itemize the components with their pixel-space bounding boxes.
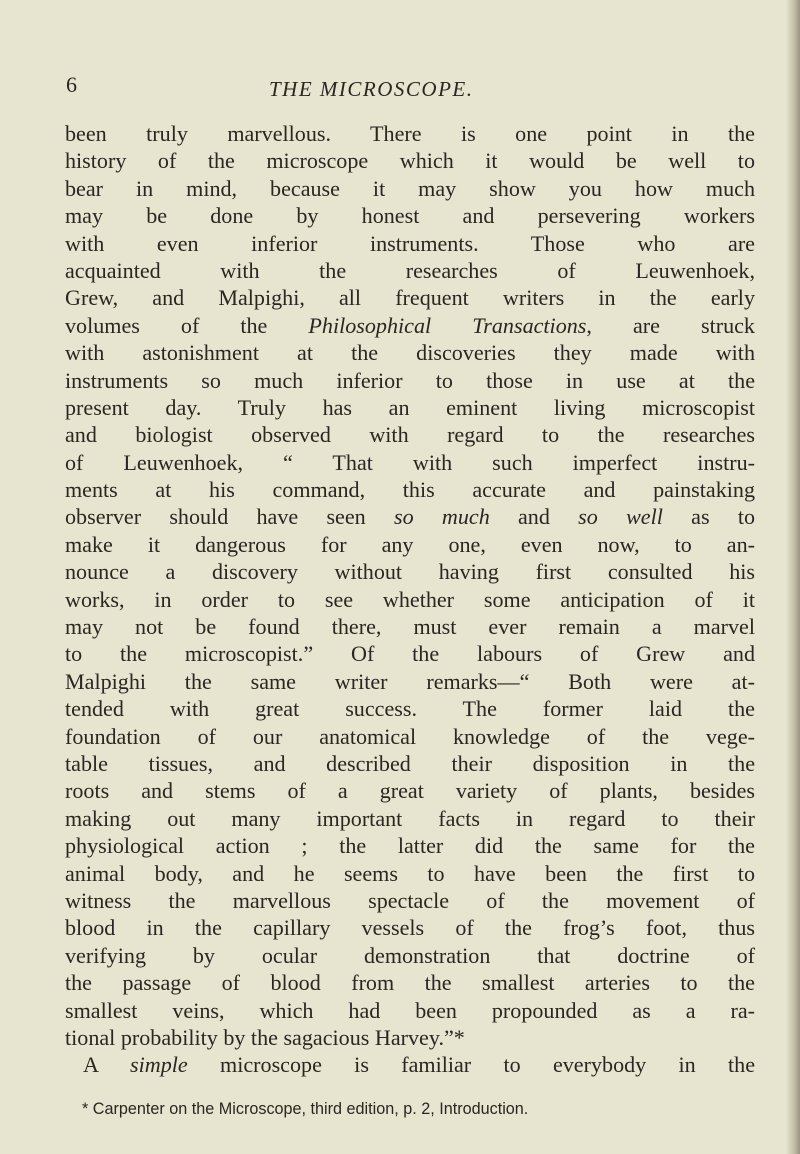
text-line: witness the marvellous spectacle of the movement of xyxy=(65,887,755,913)
text-line: with astonishment at the discoveries they made with xyxy=(65,340,755,366)
text-line: to the microscopist.” Of the labours of Grew and xyxy=(65,641,755,667)
text-line: tended with great success. The former laid the xyxy=(65,696,755,722)
text-line: making out many important facts in regard to their xyxy=(65,805,755,831)
text-line: tional probability by the sagacious Harvey.”* xyxy=(65,1024,465,1050)
emphasis: so well xyxy=(578,504,663,530)
text-line: roots and stems of a great variety of plants, besides xyxy=(65,778,755,804)
text-line: nounce a discovery without having first consulted his xyxy=(65,559,755,585)
footnote: * Carpenter on the Microscope, third edition, p. 2, Introduction. xyxy=(82,1100,529,1118)
text-line: may not be found there, must ever remain a marvel xyxy=(65,614,755,640)
page-header xyxy=(66,74,756,108)
text-line: blood in the capillary vessels of the frog’s foot, thus xyxy=(65,915,755,941)
text-line: instruments so much inferior to those in use at the xyxy=(65,367,755,393)
text-line: present day. Truly has an eminent living microscopist xyxy=(65,394,755,420)
text-line: ments at his command, this accurate and painstaking xyxy=(65,477,755,503)
text-line: table tissues, and described their disposition in the xyxy=(65,750,755,776)
text-line: volumes of the Philosophical Transactions, are struck xyxy=(65,312,755,338)
text-line: Grew, and Malpighi, all frequent writers in the early xyxy=(65,285,755,311)
text-line: animal body, and he seems to have been the first to xyxy=(65,860,755,886)
text-line: history of the microscope which it would be well to xyxy=(65,148,755,174)
text-line: bear in mind, because it may show you how much xyxy=(65,175,755,201)
emphasis: simple xyxy=(130,1052,188,1078)
text-line: been truly marvellous. There is one point in the xyxy=(65,121,755,146)
text-line: make it dangerous for any one, even now, to an- xyxy=(65,531,755,557)
text-line: acquainted with the researches of Leuwenhoek, xyxy=(65,257,755,283)
body-text xyxy=(65,120,755,1079)
text-line: of Leuwenhoek, “ That with such imperfect instru- xyxy=(65,449,755,475)
text-line: foundation of our anatomical knowledge of the vege- xyxy=(65,723,755,749)
running-head: THE MICROSCOPE. xyxy=(269,77,474,101)
text-line: with even inferior instruments. Those who are xyxy=(65,230,755,256)
journal-title: Philosophical Transactions xyxy=(308,312,587,338)
emphasis: so much xyxy=(393,504,490,530)
text-line: the passage of blood from the smallest arteries to the xyxy=(65,970,755,996)
text-line: physiological action ; the latter did the same for the xyxy=(65,833,755,859)
text-line: works, in order to see whether some anticipation of it xyxy=(65,586,755,612)
text-line: observer should have seen so much and so well as to xyxy=(65,504,756,530)
text-line: Malpighi the same writer remarks—“ Both were at- xyxy=(65,668,755,694)
text-line: smallest veins, which had been propounded as a ra- xyxy=(65,997,755,1023)
text-line: may be done by honest and persevering workers xyxy=(65,203,755,229)
text-line: A simple microscope is familiar to everybody in the xyxy=(83,1052,755,1078)
text-line: and biologist observed with regard to the researches xyxy=(65,422,755,448)
page-number: 6 xyxy=(66,72,77,97)
text-line: verifying by ocular demonstration that doctrine of xyxy=(65,942,755,968)
page-edge-shadow xyxy=(786,0,800,1154)
